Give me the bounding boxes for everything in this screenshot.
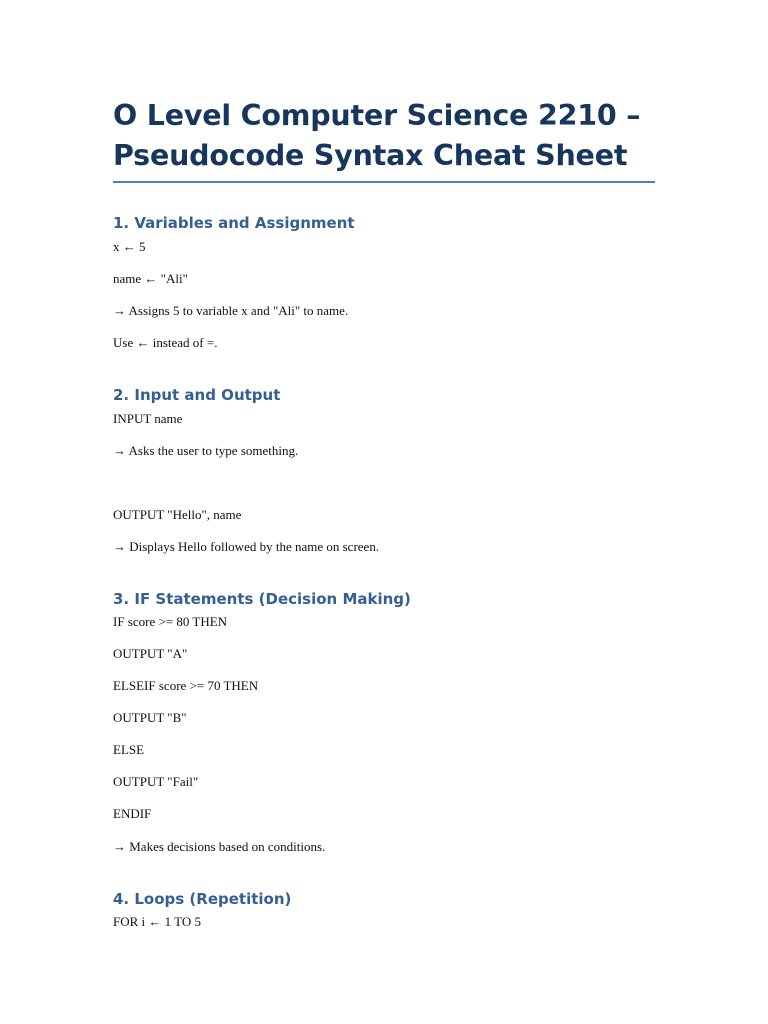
section-heading: 1. Variables and Assignment bbox=[113, 214, 355, 232]
text-line: → Displays Hello followed by the name on screen. bbox=[113, 539, 380, 554]
section-heading: 4. Loops (Repetition) bbox=[113, 890, 292, 908]
text-line: OUTPUT "Hello", name bbox=[113, 507, 242, 522]
text-line: x ← 5 bbox=[113, 239, 146, 254]
text-line: ENDIF bbox=[113, 806, 152, 821]
text-line: → Assigns 5 to variable x and "Ali" to name. bbox=[113, 303, 349, 318]
text-line: → Makes decisions based on conditions. bbox=[113, 839, 326, 854]
text-line: IF score >= 80 THEN bbox=[113, 614, 228, 629]
document-page bbox=[113, 96, 655, 183]
text-line: Use ← instead of =. bbox=[113, 335, 218, 350]
title-line-2: Pseudocode Syntax Cheat Sheet bbox=[113, 139, 628, 172]
text-line: ELSEIF score >= 70 THEN bbox=[113, 678, 259, 693]
text-line: OUTPUT "A" bbox=[113, 646, 188, 661]
section-heading: 3. IF Statements (Decision Making) bbox=[113, 590, 411, 608]
title-line-1: O Level Computer Science 2210 – bbox=[113, 99, 641, 132]
text-line: INPUT name bbox=[113, 411, 183, 426]
text-line: OUTPUT "Fail" bbox=[113, 774, 199, 789]
text-line: OUTPUT "B" bbox=[113, 710, 187, 725]
text-line: ELSE bbox=[113, 742, 145, 757]
text-line: FOR i ← 1 TO 5 bbox=[113, 914, 202, 929]
document-title bbox=[113, 96, 655, 176]
text-line: name ← "Ali" bbox=[113, 271, 188, 286]
section-heading: 2. Input and Output bbox=[113, 386, 281, 404]
text-line: → Asks the user to type something. bbox=[113, 443, 299, 458]
title-underline bbox=[113, 181, 655, 183]
